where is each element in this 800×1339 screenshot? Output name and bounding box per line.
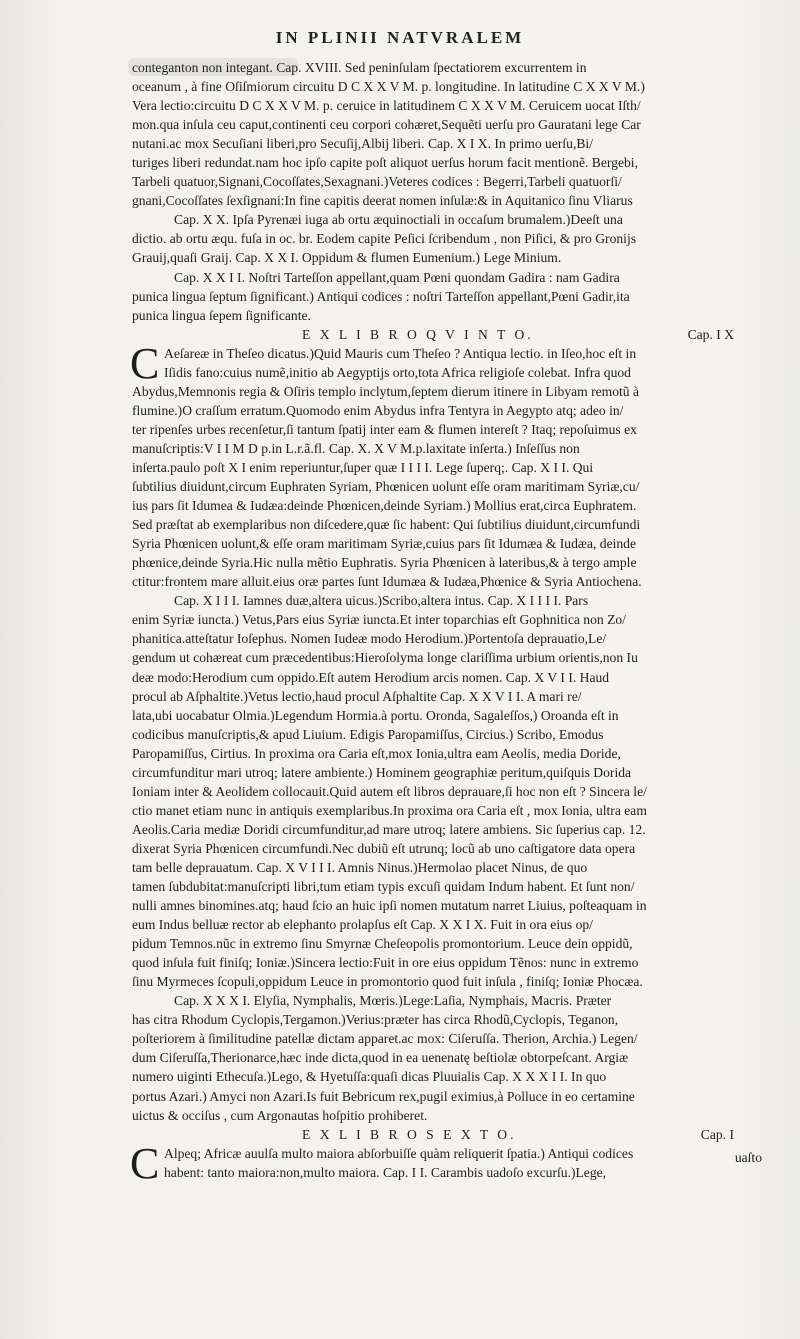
- text-line: inſerta.paulo poſt X I enim reperiuntur,ſuper quæ I I I I. Lege ſuperq;. Cap. X I I. Qui: [132, 459, 594, 475]
- text-line: Aeſareæ in Theſeo dicatus.)Quid Mauris cum Theſeo ? Antiqua lectio. in Iſeo,hoc eſt in: [164, 345, 637, 361]
- drop-cap-initial: C: [130, 338, 160, 388]
- text-line: manuſcriptis:V I I M D p.in L.r.ã.fl. Cap. X. X V M.p.laxitate inſerta.) Inſeſſus non: [132, 440, 580, 456]
- text-line: circumfunditur mari utroq; latere ambiente.) Hominem geographiæ peritum,quiſquis Dorida: [132, 764, 632, 780]
- text-line: habent: tanto maiora:non,multo maiora. Cap. I I. Carambis uadoſo excurſu.)Lege,: [164, 1164, 607, 1180]
- text-line: ctio manet etiam nunc in antiquis exemplaribus.In proxima ora Caria eſt , mox Ionia, ultra eam: [132, 802, 647, 818]
- text-block-liber-quintus: [130, 338, 764, 992]
- text-line: dixerat Syria Phœnicen circumfundi.Nec dubiũ eſt utrunq; locũ ab uno caſtigatore data opera: [132, 840, 636, 856]
- text-line: enim Syriæ iuncta.) Vetus,Pars eius Syriæ iuncta.Et inter toparchias eſt Gophnitica non Zo/: [132, 612, 626, 628]
- text-line: ius pars ſit Idumea & Iudæa:deinde Phœnicen,deinde Syriam.) Mollius erat,circa Euphratem.: [132, 498, 637, 514]
- section-heading-liber-sextus: [132, 1125, 764, 1144]
- text-line: mon.qua inſula ceu caput,continenti ceu corpori cohæret,Sequẽti uerſu pro Gauratani lege Car: [132, 117, 641, 133]
- text-line: Cap. X X X I. Elyſia, Nymphalis, Mœris.)Lege:Laſia, Nymphais, Macris. Præter: [174, 993, 612, 1009]
- text-line: conteganton non integant. Cap. XVIII. Sed peninſulam ſpectatiorem excurrentem in: [132, 60, 587, 75]
- main-text: [130, 58, 764, 1188]
- text-block-capita-xx-xxii: [132, 210, 764, 324]
- text-line: Iſidis fano:cuius numẽ,initio ab Aegyptijs orto,tota Africa religioſe colebat. Infra quod: [164, 364, 631, 380]
- text-line: lata,ubi uocabatur Olmia.)Legendum Hormia.à portu. Oronda, Sagaleſſos,) Oroanda eſt in: [132, 707, 619, 723]
- text-line: Cap. X I I I. Iamnes duæ,altera uicus.)Scribo,altera intus. Cap. X I I I I. Pars: [174, 593, 589, 609]
- text-line: numero uiginti Ethecuſa.)Lego, & Hyetuſſa:quaſi dicas Pluuialis Cap. X X X I I. In quo: [132, 1069, 607, 1085]
- text-line: punica lingua ſepem ſignificante.: [132, 307, 311, 323]
- running-head: IN PLINII NATVRALEM: [275, 28, 525, 47]
- section-title: E X L I B R O Q V I N T O.: [302, 326, 534, 342]
- section-chapter: Cap. I X: [687, 326, 734, 342]
- text-line: Sed præſtat ab exemplaribus non diſcedere,quæ ſic habent: Qui ſubtilius diuidunt,circumfundi: [132, 517, 641, 533]
- catchword: uaſto: [734, 1150, 762, 1165]
- text-line: tam belle deprauatum. Cap. X V I I I. Amnis Ninus.)Hermolao placet Ninus, de quo: [132, 859, 588, 875]
- text-line: nutani.ac mox Secuſiani liberi,pro Secuſij,Albij liberi. Cap. X I X. In primo uerſu,Bi/: [132, 136, 593, 152]
- text-line: tamen ſubdubitat:manuſcripti libri,tum etiam typis excuſi quidam Indum habent. Et ſunt non/: [132, 879, 635, 895]
- text-block-liber-sextus: [130, 1138, 764, 1188]
- text-line: ctitur:frontem mare alluit.eius oræ partes ſunt Idumæa & Iudæa,Phœnice & Syria Antiochena.: [132, 574, 642, 590]
- text-line: Syria Phœnicen uolunt,& eſſe oram maritimam Syriæ,cuius pars ſit Idumæa & Iudæa, deinde: [132, 536, 637, 552]
- text-line: ſinu Myrmeces ſcopuli,oppidum Leuce in promontorio quod fuit inſula , finiſq; Ioniæ Phocæa.: [132, 974, 643, 990]
- section-chapter: Cap. I: [700, 1126, 734, 1142]
- text-line: quod inſula fuit finiſq; Ioniæ.)Sincera lectio:Fuit in ore eius oppidum Tẽnos: nunc in extremo: [132, 955, 639, 971]
- text-line: turiges liberi redundat.nam hoc ipſo capite poſt aliquot uerſus horum facit mentionẽ. Bergebi,: [132, 155, 638, 171]
- text-line: pidum Temnos.nũc in extremo ſinu Smyrnæ Cheſeopolis promontorium. Leuce dein oppidũ,: [132, 936, 633, 952]
- text-line: phœnice,deinde Syria.Hic nulla mẽtio Euphratis. Syria Phœnicen à lateribus,& à tergo ample: [132, 555, 637, 571]
- text-line: dictio. ab ortu æqu. fuſa in oc. br. Eodem capite Peſici ſcribendum , non Piſici, & pro Gronijs: [132, 231, 637, 247]
- text-line: codicibus manuſcriptis,& apud Liuium. Edigis Paropamiſſus, Circius.) Scribo, Emodus: [132, 726, 604, 742]
- text-line: uictus & occiſus , cum Argonautas hoſpitio prohiberet.: [132, 1107, 428, 1123]
- text-line: procul ab Aſphaltite.)Vetus lectio,haud procul Aſphaltite Cap. X X V I I. A mari re/: [132, 688, 582, 704]
- text-line: eum Indus belluæ rector ab elephanto prolapſus eſt Cap. X X I X. Fuit in ora eius op/: [132, 917, 593, 933]
- section-heading-liber-quintus: [132, 325, 764, 344]
- drop-cap-initial: C: [130, 1138, 160, 1188]
- text-line: dum Ciſeruſſa,Therionarce,hæc inde dicta,quod in ea uenenatę beſtiolæ obtorpeſcant. Argiæ: [132, 1050, 629, 1066]
- text-block-liber-quartus: [132, 58, 764, 210]
- text-line: Cap. X X. Ipſa Pyrenæi iuga ab ortu æquinoctiali in occaſum brumalem.)Deeſt una: [174, 212, 623, 228]
- text-line: deæ modo:Herodium cum oppido.Eſt autem Herodium arcis nomen. Cap. X V I I. Haud: [132, 669, 610, 685]
- text-line: Grauij,quaſi Graij. Cap. X X I. Oppidum & flumen Eumenium.) Lege Minium.: [132, 250, 562, 266]
- text-line: oceanum , à fine Oſiſmiorum circuitu D C X X V M. p. longitudine. In latitudine C X X V M.): [132, 79, 645, 95]
- text-line: Ioniam inter & Aeolidem collocauit.Quid autem eſt libros deprauare,ſi hoc non eſt ? Sincera le/: [132, 783, 647, 799]
- text-line: Alpeq; Africæ auulſa multo maiora abſorbuiſſe quàm reliquerit ſpatia.) Antiqui codices: [164, 1145, 634, 1161]
- text-line: portus Azari.) Amyci non Azari.Is fuit Bebricum rex,pugil eximius,à Polluce in eo certamine: [132, 1088, 635, 1104]
- section-title: E X L I B R O S E X T O.: [302, 1126, 517, 1142]
- text-line: gendum ut cohæreat cum præcedentibus:Hieroſolyma longe clariſſima urbium orientis,non Iu: [132, 650, 638, 666]
- text-line: gnani,Cocoſſates ſexſignani:In fine capitis deerat nomen inſulæ:& in Aquitanico ſinu Vliarus: [132, 193, 633, 209]
- text-line: Abydus,Memnonis regia & Oſiris templo inclytum,ſeptem dierum itinere in Libyam remotũ à: [132, 383, 640, 399]
- text-line: Tarbeli quatuor,Signani,Cocoſſates,Sexagnani.)Veteres codices : Begerri,Tarbeli quatuorſi/: [132, 174, 622, 190]
- text-line: poſteriorem à ſimilitudine patellæ dictam apparet.ac mox: Ciſeruſſa. Therion, Archia.) Legen/: [132, 1031, 638, 1047]
- text-line: phanitica.atteſtatur Ioſephus. Nomen Iudeæ modo Herodium.)Portentoſa deprauatio,Le/: [132, 631, 607, 647]
- text-line: ter ripenſes urbes recenſetur,ſi tantum ſpatij inter eam & flumen intereſt ? Itaq; repoſuimus ex: [132, 421, 637, 437]
- text-line: Vera lectio:circuitu D C X X V M. p. ceruice in latitudinem C X X V M. Ceruicem uocat Iſth/: [132, 98, 641, 114]
- text-line: flumine.)O craſſum erratum.Quomodo enim Abydus infra Tentyra in Aegypto atq; adeo in/: [132, 402, 624, 418]
- text-line: has citra Rhodum Cyclopis,Tergamon.)Verius:præter has circa Rhodũ,Cyclopis, Teganon,: [132, 1012, 619, 1028]
- text-line: nulli amnes binomines.atq; haud ſcio an huic ipſi nomen mutatum narret Liuius, poſteaquam in: [132, 898, 647, 914]
- text-block-capita-xxxi-xxxii: [132, 991, 764, 1124]
- text-line: Aeolis.Caria mediæ Doridi circumfunditur,ad mare utroq; latere ambiens. Sic ſuperius cap. 12.: [132, 821, 646, 837]
- text-line: punica lingua ſeptum ſignificant.) Antiqui codices : noſtri Tarteſſon appellant,Pœni Gadir,ita: [132, 288, 630, 304]
- text-line: Paropamiſſus, Cirtius. In proxima ora Caria eſt,mox Ionia,ultra eam Aeolis, media Doride,: [132, 745, 621, 761]
- text-line: Cap. X X I I. Noſtri Tarteſſon appellant,quam Pœni quondam Gadira : nam Gadira: [174, 269, 620, 285]
- text-line: ſubtilius diuidunt,circum Euphraten Syriam, Phœnicen uolunt eſſe oram maritimam Syriæ,cu/: [132, 479, 640, 495]
